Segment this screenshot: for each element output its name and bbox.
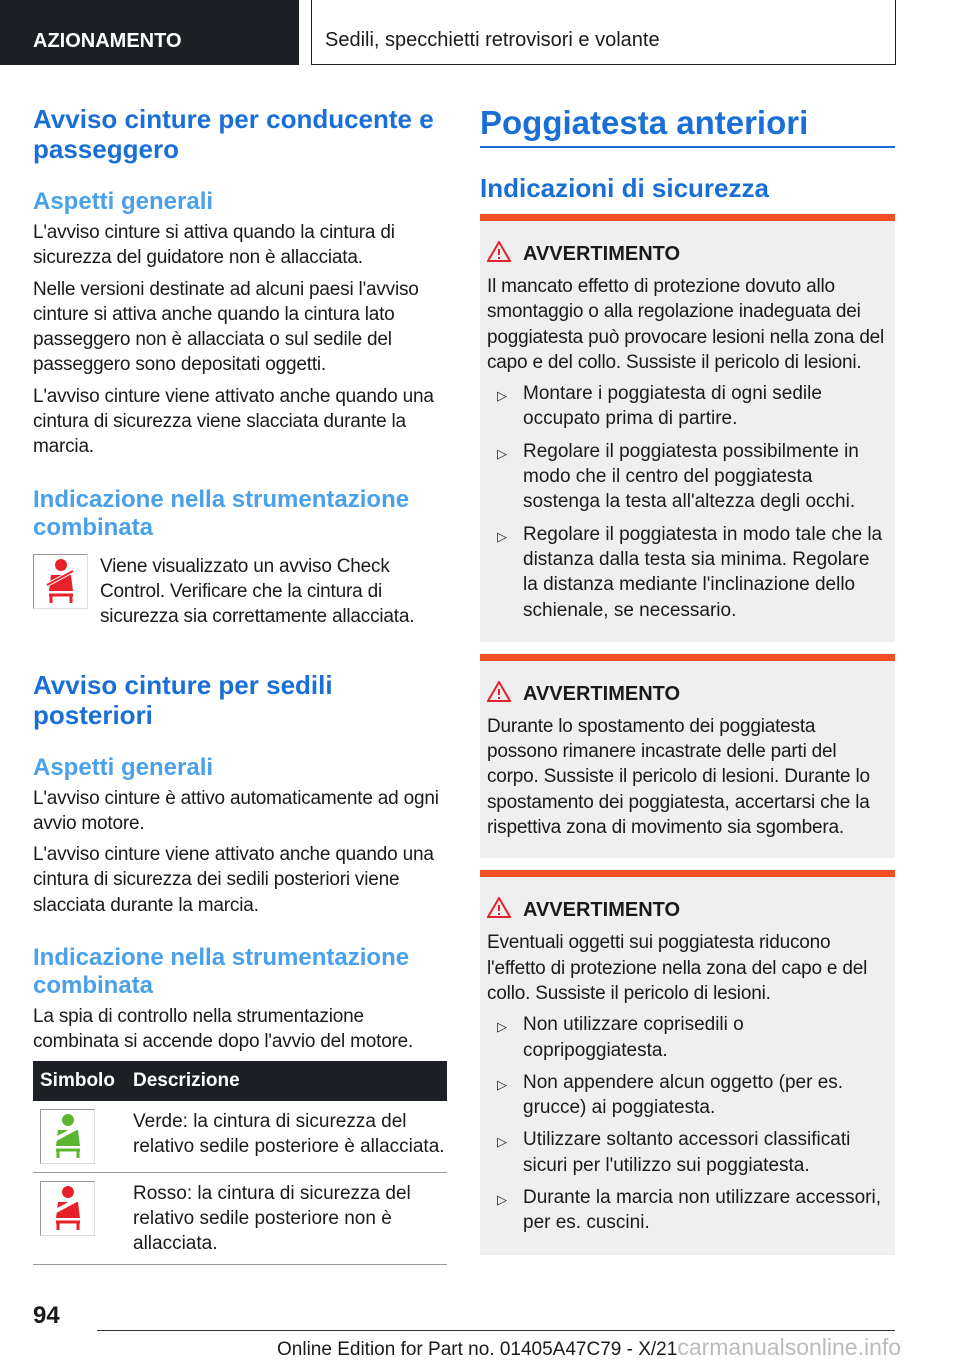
paragraph: L'avviso cinture viene attivato anche quando una cintura di sicurezza dei sedili posteriori viene slacciata durante la marcia. bbox=[33, 844, 434, 916]
list-item-text: Non appendere alcun oggetto (per es. grucce) ai poggiatesta. bbox=[523, 1071, 844, 1119]
warning-triangle-icon bbox=[487, 897, 511, 924]
footer bbox=[277, 1334, 901, 1361]
seatbelt-red-icon bbox=[33, 554, 88, 609]
warning-triangle-icon bbox=[487, 241, 511, 268]
heading-rear-belt-reminder: Avviso cinture per sedili posteriori bbox=[33, 669, 333, 730]
list-item-text: Non utilizzare coprisedili o copripoggiatesta. bbox=[523, 1014, 744, 1061]
list-item-text: Regolare il poggiatesta possibilmente in modo che il centro del poggiatesta sostenga la testa all'altezza degli occhi. bbox=[523, 440, 859, 513]
warning-triangle-icon bbox=[487, 681, 511, 708]
warning-text: Durante lo spostamento dei poggiatesta possono rimanere incastrate delle parti del corpo. Sussiste il pericolo di lesioni. Durante lo spostamento dei poggiatesta, accertarsi che la rispettiva zona di movimento sia sgombera. bbox=[487, 715, 870, 839]
bullet-triangle-icon: ▷ bbox=[497, 388, 507, 404]
warning-box bbox=[480, 654, 895, 858]
bullet-triangle-icon: ▷ bbox=[497, 1019, 507, 1035]
row-description: Verde: la cintura di sicurezza del relativo sedile posteriore è allacciata. bbox=[126, 1101, 447, 1173]
heading-general: Aspetti generali bbox=[33, 753, 214, 781]
warning-title: AVVERTIMENTO bbox=[523, 243, 681, 265]
row-description: Rosso: la cintura di sicurezza del relativo sedile posteriore non è allacciata. bbox=[126, 1172, 447, 1264]
symbol-table bbox=[33, 1061, 447, 1265]
warning-text: Eventuali oggetti sui poggiatesta riducono l'effetto di protezione nella zona del capo e del collo. Sussiste il pericolo di lesioni. bbox=[487, 932, 868, 1004]
heading-general: Aspetti generali bbox=[33, 188, 214, 215]
list-item bbox=[487, 1012, 887, 1063]
symbol-description: Viene visualizzato un avviso Check Control. Verificare che la cintura di sicurezza sia correttamente allacciata. bbox=[100, 555, 415, 628]
seatbelt-red-icon bbox=[40, 1181, 95, 1236]
warning-box bbox=[480, 870, 895, 1254]
bullet-triangle-icon: ▷ bbox=[497, 445, 507, 461]
table-row bbox=[33, 1101, 447, 1173]
section-tab: AZIONAMENTO bbox=[0, 0, 299, 65]
list-item bbox=[487, 381, 887, 432]
page-number: 94 bbox=[33, 1302, 60, 1329]
warning-title: AVVERTIMENTO bbox=[523, 682, 681, 705]
list-item-text: Utilizzare soltanto accessori classificati sicuri per l'utilizzo sui poggiatesta. bbox=[523, 1129, 851, 1176]
column-header: Simbolo bbox=[33, 1061, 126, 1101]
paragraph: Nelle versioni destinate ad alcuni paesi l'avviso cinture si attiva anche quando la cintura lato passeggero non è allacciata o sul sedile del passeggero sono depositati oggetti. bbox=[33, 278, 419, 376]
list-item-text: Durante la marcia non utilizzare accessori, per es. cuscini. bbox=[523, 1187, 881, 1234]
right-column bbox=[480, 104, 895, 1267]
heading-cluster-indication: Indicazione nella strumentazione combinata bbox=[33, 485, 410, 541]
heading-safety: Indicazioni di sicurezza bbox=[480, 173, 769, 203]
list-item bbox=[487, 1070, 887, 1121]
warning-text: Il mancato effetto di protezione dovuto allo smontaggio o alla regolazione inadeguata dei poggiatesta può provocare lesioni nella zona del capo e del collo. Sussiste il pericolo di lesioni. bbox=[487, 276, 885, 373]
bullet-triangle-icon: ▷ bbox=[497, 528, 507, 544]
symbol-row bbox=[33, 554, 447, 636]
paragraph: La spia di controllo nella strumentazione combinata si accende dopo l'avvio del motore. bbox=[33, 1006, 414, 1053]
paragraph: L'avviso cinture si attiva quando la cintura di sicurezza del guidatore non è allacciata. bbox=[33, 222, 395, 269]
heading-cluster-indication: Indicazione nella strumentazione combinata bbox=[33, 944, 410, 1000]
warning-title: AVVERTIMENTO bbox=[523, 899, 681, 922]
bullet-triangle-icon: ▷ bbox=[497, 1134, 507, 1150]
seatbelt-green-icon bbox=[40, 1109, 95, 1164]
bullet-triangle-icon: ▷ bbox=[497, 1076, 507, 1092]
list-item bbox=[487, 1185, 887, 1236]
chapter-title: Sedili, specchietti retrovisori e volante bbox=[311, 0, 896, 65]
left-column bbox=[33, 104, 447, 1265]
list-item bbox=[487, 439, 887, 515]
warning-box bbox=[480, 214, 895, 642]
list-item bbox=[487, 1127, 887, 1178]
watermark: carmanualsonline.info bbox=[677, 1334, 902, 1360]
edition-text: Online Edition for Part no. 01405A47C79 - X/21 bbox=[277, 1339, 678, 1360]
list-item-text: Regolare il poggiatesta in modo tale che la distanza dalla testa sia minima. Regolare la distanza mediante l'inclinazione dello schienale, se necessario. bbox=[523, 523, 883, 621]
paragraph: L'avviso cinture viene attivato anche quando una cintura di sicurezza viene slacciata durante la marcia. bbox=[33, 385, 434, 458]
heading-front-belt-reminder: Avviso cinture per conducente e passeggero bbox=[33, 104, 434, 164]
paragraph: L'avviso cinture è attivo automaticamente ad ogni avvio motore. bbox=[33, 787, 439, 834]
list-item bbox=[487, 522, 887, 623]
bullet-triangle-icon: ▷ bbox=[497, 1192, 507, 1208]
footer-divider bbox=[97, 1330, 895, 1331]
list-item-text: Montare i poggiatesta di ogni sedile occupato prima di partire. bbox=[523, 383, 822, 430]
column-header: Descrizione bbox=[126, 1061, 447, 1101]
table-row bbox=[33, 1172, 447, 1264]
heading-front-headrests: Poggiatesta anteriori bbox=[480, 104, 895, 148]
